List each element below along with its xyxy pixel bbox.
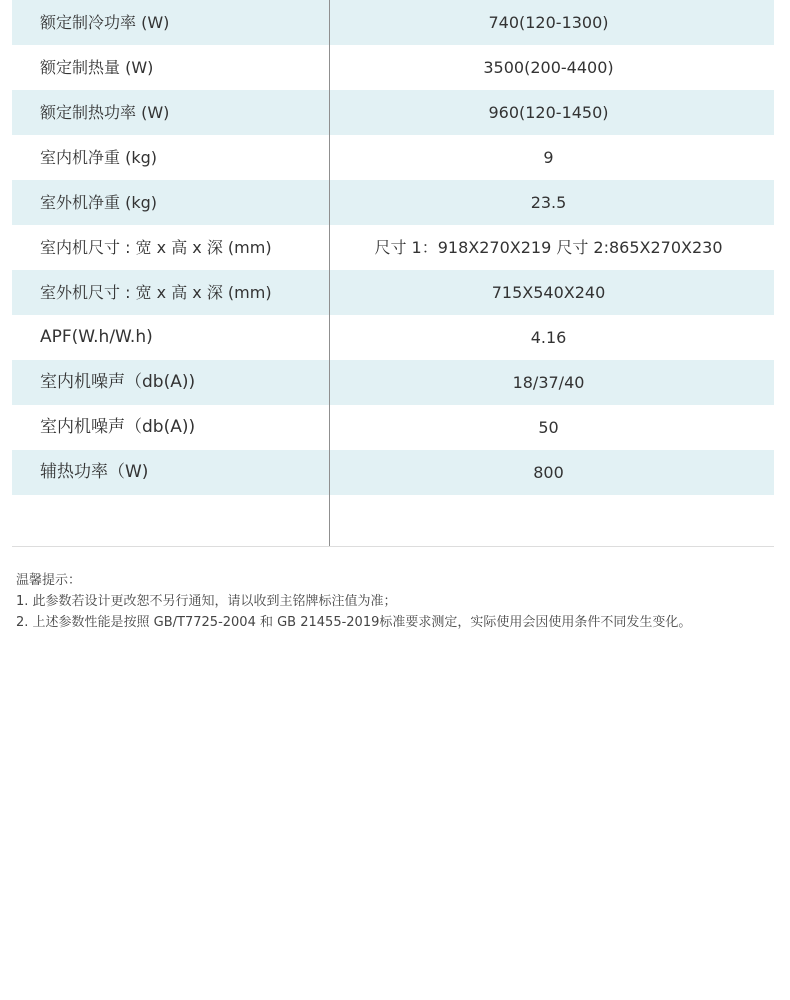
spec-row-indoor-size — [12, 225, 774, 270]
spec-label: 室内机尺寸 : 宽 x 高 x 深 (mm) — [40, 238, 272, 257]
spec-row-apf — [12, 315, 774, 360]
spec-label: 室外机尺寸 : 宽 x 高 x 深 (mm) — [40, 283, 272, 302]
spec-row-empty — [12, 495, 774, 541]
spec-row-cooling-power — [12, 0, 774, 45]
spec-label: 额定制热量 (W) — [40, 58, 154, 77]
spec-label: 额定制冷功率 (W) — [40, 13, 170, 32]
spec-row-indoor-noise — [12, 360, 774, 405]
spec-value: 尺寸 1：918X270X219 尺寸 2:865X270X230 — [374, 238, 723, 257]
spec-value: 740(120-1300) — [488, 13, 609, 32]
column-divider — [329, 0, 330, 547]
spec-value: 9 — [543, 148, 554, 167]
spec-row-outdoor-size — [12, 270, 774, 315]
notes-title: 温馨提示： — [16, 573, 82, 588]
spec-table — [12, 0, 774, 541]
spec-row-heating-power — [12, 90, 774, 135]
spec-label: 室内机净重 (kg) — [40, 148, 157, 167]
spec-value: 23.5 — [530, 193, 567, 212]
spec-label: 辅热功率（W) — [40, 462, 149, 482]
spec-row-aux-heating — [12, 450, 774, 495]
note-item: 1. 此参数若设计更改恕不另行通知，请以收到主铭牌标注值为准； — [16, 594, 397, 609]
spec-value: 4.16 — [530, 328, 567, 347]
table-bottom-divider — [12, 546, 774, 547]
spec-row-indoor-noise-2 — [12, 405, 774, 450]
spec-value: 18/37/40 — [512, 373, 585, 392]
spec-value: 3500(200-4400) — [483, 58, 614, 77]
spec-label: 室外机净重 (kg) — [40, 193, 157, 212]
spec-value: 800 — [533, 463, 564, 482]
notes-section — [16, 570, 691, 633]
spec-value: 715X540X240 — [491, 283, 606, 302]
spec-value: 50 — [538, 418, 559, 437]
spec-value: 960(120-1450) — [488, 103, 609, 122]
spec-row-outdoor-weight — [12, 180, 774, 225]
spec-row-heating-capacity — [12, 45, 774, 90]
spec-label: APF(W.h/W.h) — [40, 327, 153, 347]
spec-label: 室内机噪声（db(A)) — [40, 372, 196, 392]
spec-label: 室内机噪声（db(A)) — [40, 417, 196, 437]
note-item: 2. 上述参数性能是按照 GB/T7725-2004 和 GB 21455-2019标准要求测定，实际使用会因使用条件不同发生变化。 — [16, 615, 692, 630]
spec-label: 额定制热功率 (W) — [40, 103, 170, 122]
spec-row-indoor-weight — [12, 135, 774, 180]
